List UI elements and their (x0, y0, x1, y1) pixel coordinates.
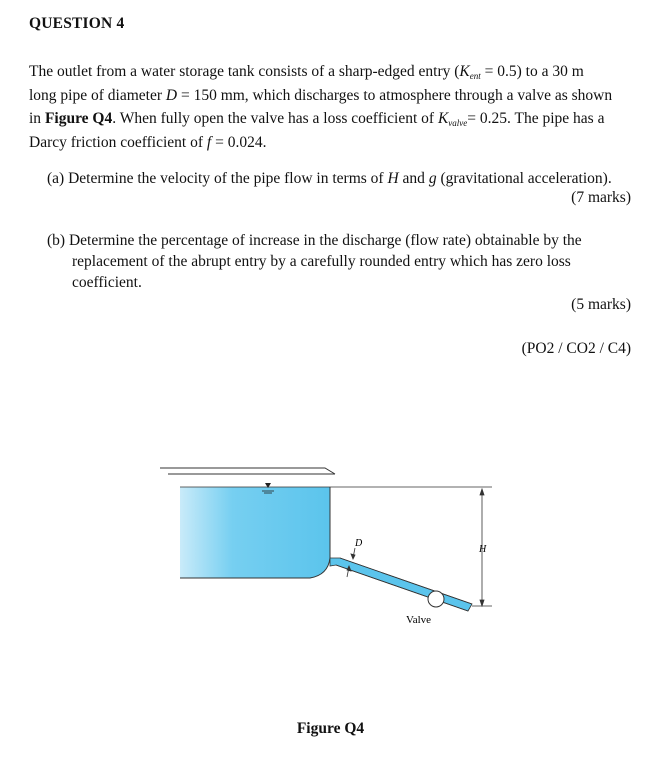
tank-water (180, 487, 330, 578)
outcome-codes: (PO2 / CO2 / C4) (521, 340, 631, 357)
part-b-line-3: coefficient. (72, 274, 142, 291)
part-a: (a) Determine the velocity of the pipe flow in terms of H and g (gravitational acceleration). (47, 170, 612, 187)
part-a-marks: (7 marks) (571, 189, 631, 206)
question-title: QUESTION 4 (29, 15, 125, 32)
tank-pipe-diagram (150, 460, 520, 640)
part-b-marks: (5 marks) (571, 296, 631, 313)
tank-top-lid (160, 468, 335, 474)
statement-line-3: in Figure Q4. When fully open the valve has a loss coefficient of $K_{valve}= 0.25$. The pipe has a (29, 110, 605, 129)
figure-reference: Figure Q4 (44, 110, 113, 128)
label-h: H (479, 544, 487, 555)
valve-icon (428, 591, 444, 607)
statement-line-2: long pipe of diameter D = 150 mm, which discharges to atmosphere through a valve as shown (29, 86, 613, 104)
statement-line-1: The outlet from a water storage tank consists of a sharp-edged entry $(K_{ent} = 0.5)$ to a 30 m (29, 63, 584, 81)
label-d: D (355, 538, 363, 549)
label-valve: Valve (406, 614, 432, 626)
inclined-pipe (330, 558, 472, 611)
figure-caption: Figure Q4 (296, 720, 365, 737)
part-b (47, 230, 631, 293)
statement-line-4: Darcy friction coefficient of f = 0.024. (29, 134, 267, 152)
part-b-line-2: replacement of the abrupt entry by a carefully rounded entry which has zero loss (72, 253, 571, 270)
problem-statement (29, 60, 633, 155)
part-b-line-1: (b) Determine the percentage of increase in the discharge (flow rate) obtainable by the (47, 232, 582, 249)
